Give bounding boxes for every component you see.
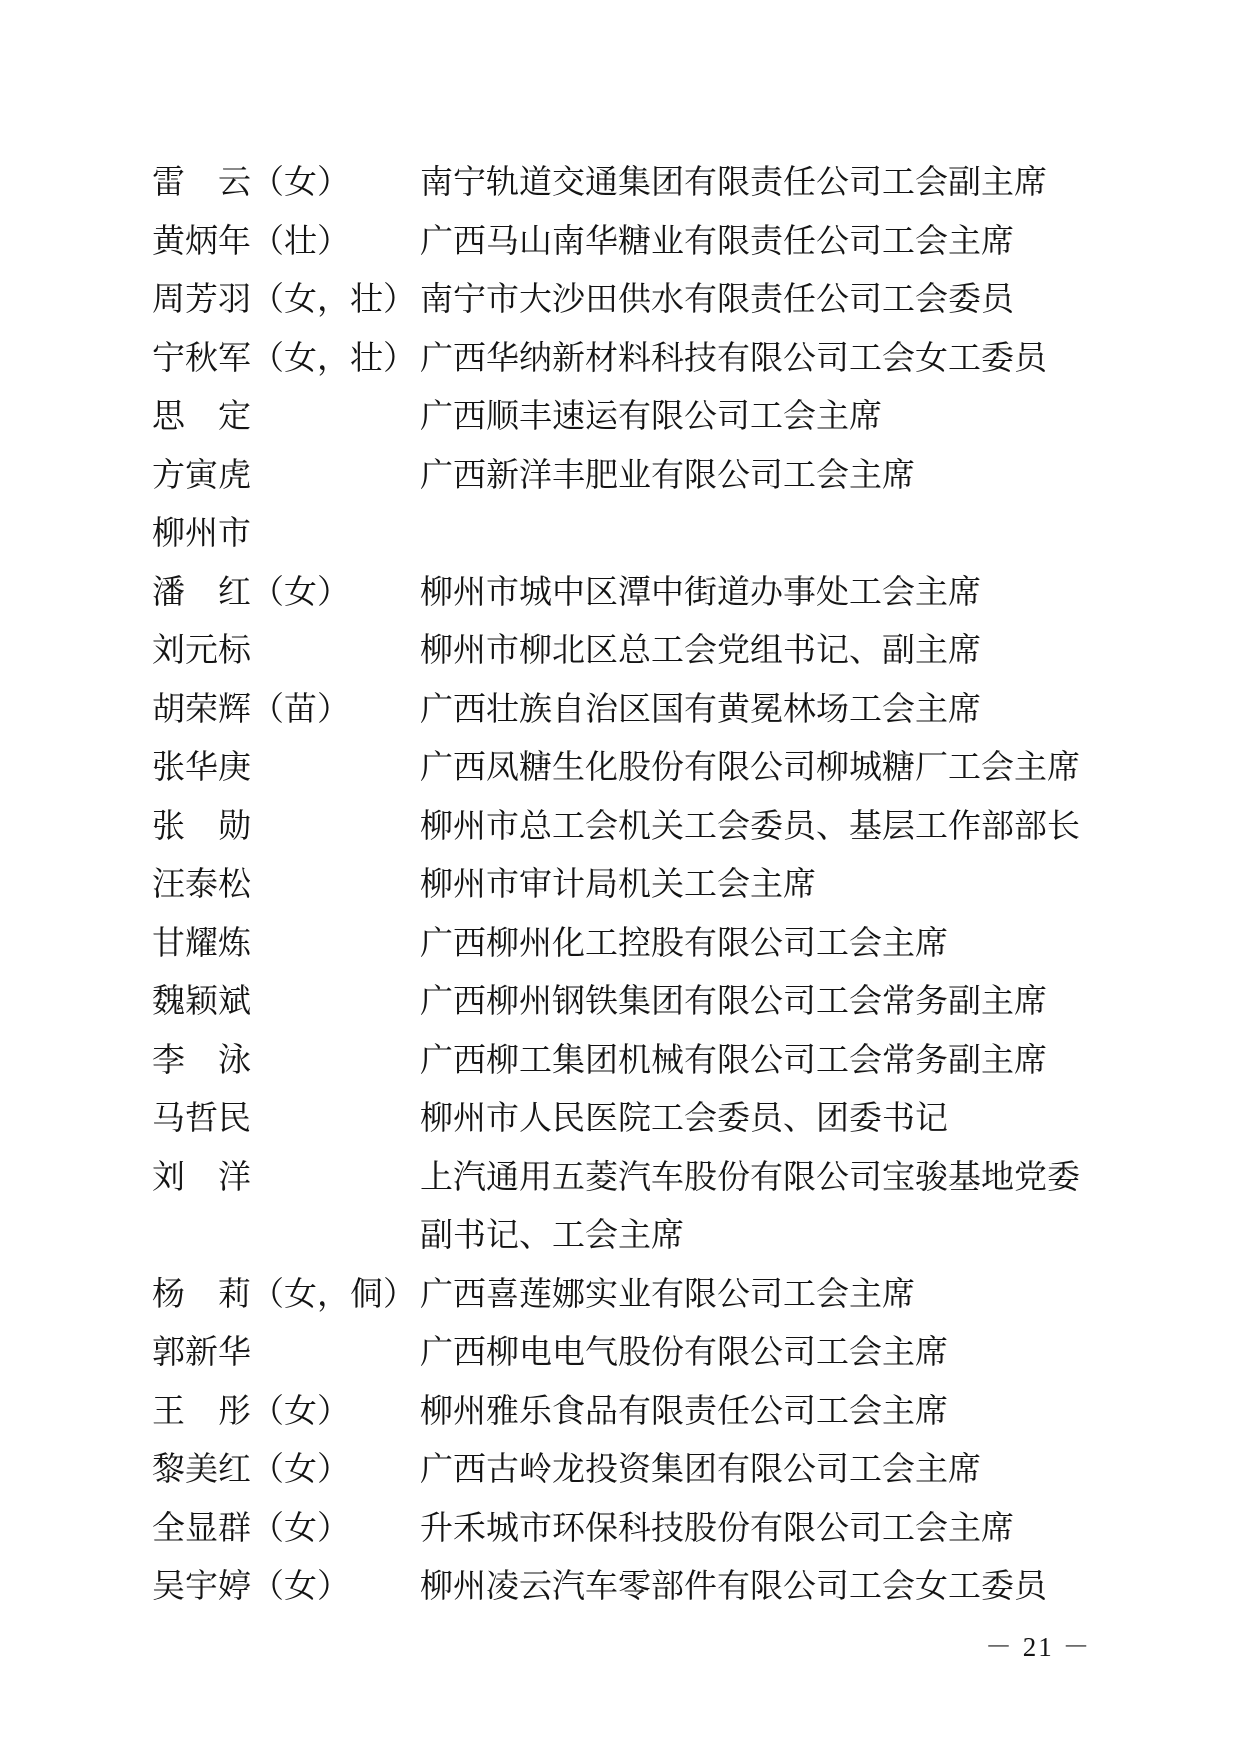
person-name: 甘耀炼 — [152, 925, 251, 962]
position-line: 柳州市总工会机关工会委员、基层工作部部长 — [420, 808, 1080, 845]
position-line: 广西顺丰速运有限公司工会主席 — [420, 399, 882, 435]
position-line: 柳州雅乐食品有限责任公司工会主席 — [420, 1393, 948, 1430]
person-position — [420, 1032, 1152, 1091]
awardee-row — [152, 1032, 1152, 1091]
person-position — [420, 915, 1152, 974]
awardee-row — [152, 622, 1152, 681]
awardee-row — [152, 739, 1152, 798]
awardee-list — [152, 154, 1152, 1617]
person-position — [420, 330, 1152, 389]
position-line: 广西柳州钢铁集团有限公司工会常务副主席 — [420, 984, 1047, 1020]
position-line: 广西壮族自治区国有黄冕林场工会主席 — [420, 691, 981, 728]
person-name: 周芳羽（女，壮） — [152, 282, 416, 318]
awardee-row — [152, 388, 1152, 447]
position-line: 广西柳州化工控股有限公司工会主席 — [420, 925, 948, 962]
person-position — [420, 1090, 1152, 1149]
awardee-row — [152, 271, 1152, 330]
person-name: 胡荣辉（苗） — [152, 691, 350, 728]
awardee-row — [152, 915, 1152, 974]
person-position — [420, 1500, 1152, 1559]
person-position — [420, 681, 1152, 740]
person-name: 马哲民 — [152, 1101, 251, 1137]
person-name: 魏颖斌 — [152, 984, 251, 1020]
position-line: 广西古岭龙投资集团有限公司工会主席 — [420, 1452, 981, 1488]
person-position — [420, 447, 1152, 506]
position-line: 柳州市人民医院工会委员、团委书记 — [420, 1101, 948, 1137]
person-name: 张华庚 — [152, 750, 251, 786]
position-line: 广西凤糖生化股份有限公司柳城糖厂工会主席 — [420, 750, 1080, 786]
city-section-header: 柳州市 — [152, 516, 251, 552]
awardee-row — [152, 1383, 1152, 1442]
person-position — [420, 1149, 1152, 1266]
position-line: 柳州市城中区潭中街道办事处工会主席 — [420, 574, 981, 611]
person-name: 宁秋军（女，壮） — [152, 340, 416, 377]
person-name: 刘 洋 — [152, 1159, 251, 1196]
position-line: 升禾城市环保科技股份有限公司工会主席 — [420, 1510, 1014, 1547]
position-line: 广西华纳新材料科技有限公司工会女工委员 — [420, 340, 1047, 377]
awardee-row — [152, 154, 1152, 213]
page-number: － 21 － — [985, 1632, 1092, 1662]
person-position — [420, 1441, 1152, 1500]
awardee-row — [152, 1324, 1152, 1383]
person-name: 黎美红（女） — [152, 1452, 350, 1488]
person-position — [420, 798, 1152, 857]
person-name: 郭新华 — [152, 1335, 251, 1371]
person-position — [420, 1266, 1152, 1325]
person-name: 杨 莉（女，侗） — [152, 1276, 416, 1313]
person-position — [420, 973, 1152, 1032]
person-position — [420, 1324, 1152, 1383]
person-name: 黄炳年（壮） — [152, 223, 350, 260]
person-position — [420, 154, 1152, 213]
position-line: 广西马山南华糖业有限责任公司工会主席 — [420, 223, 1014, 260]
awardee-row — [152, 798, 1152, 857]
position-line: 广西柳电电气股份有限公司工会主席 — [420, 1335, 948, 1371]
awardee-row — [152, 856, 1152, 915]
person-position — [420, 213, 1152, 272]
awardee-row — [152, 1441, 1152, 1500]
person-position — [420, 1383, 1152, 1442]
person-name: 刘元标 — [152, 633, 251, 669]
awardee-row — [152, 1090, 1152, 1149]
awardee-row — [152, 973, 1152, 1032]
position-line: 南宁市大沙田供水有限责任公司工会委员 — [420, 282, 1014, 318]
person-position — [420, 388, 1152, 447]
position-line: 广西喜莲娜实业有限公司工会主席 — [420, 1276, 915, 1313]
person-position — [420, 271, 1152, 330]
person-name: 张 勋 — [152, 808, 251, 845]
person-name: 雷 云（女） — [152, 165, 350, 201]
awardee-row — [152, 213, 1152, 272]
position-line: 副书记、工会主席 — [420, 1218, 684, 1254]
person-name: 方寅虎 — [152, 457, 251, 494]
position-line: 上汽通用五菱汽车股份有限公司宝骏基地党委 — [420, 1159, 1080, 1196]
awardee-row — [152, 1266, 1152, 1325]
city-section-row — [152, 505, 1152, 564]
awardee-row — [152, 330, 1152, 389]
awardee-row — [152, 564, 1152, 623]
person-name: 吴宇婷（女） — [152, 1569, 350, 1605]
position-line: 南宁轨道交通集团有限责任公司工会副主席 — [420, 165, 1047, 201]
position-line: 柳州市审计局机关工会主席 — [420, 867, 816, 903]
person-name: 全显群（女） — [152, 1510, 350, 1547]
position-line: 广西柳工集团机械有限公司工会常务副主席 — [420, 1042, 1047, 1079]
person-position — [420, 622, 1152, 681]
person-position — [420, 739, 1152, 798]
person-name: 汪泰松 — [152, 867, 251, 903]
position-line: 柳州市柳北区总工会党组书记、副主席 — [420, 633, 981, 669]
position-line: 柳州凌云汽车零部件有限公司工会女工委员 — [420, 1569, 1047, 1605]
person-position — [420, 564, 1152, 623]
person-name: 思 定 — [152, 399, 251, 435]
awardee-row — [152, 681, 1152, 740]
awardee-row — [152, 1558, 1152, 1617]
person-position — [420, 856, 1152, 915]
awardee-row — [152, 1500, 1152, 1559]
awardee-row — [152, 1149, 1152, 1266]
position-line: 广西新洋丰肥业有限公司工会主席 — [420, 457, 915, 494]
awardee-row — [152, 447, 1152, 506]
person-name: 王 彤（女） — [152, 1393, 350, 1430]
person-position — [420, 1558, 1152, 1617]
person-name: 李 泳 — [152, 1042, 251, 1079]
person-name: 潘 红（女） — [152, 574, 350, 611]
